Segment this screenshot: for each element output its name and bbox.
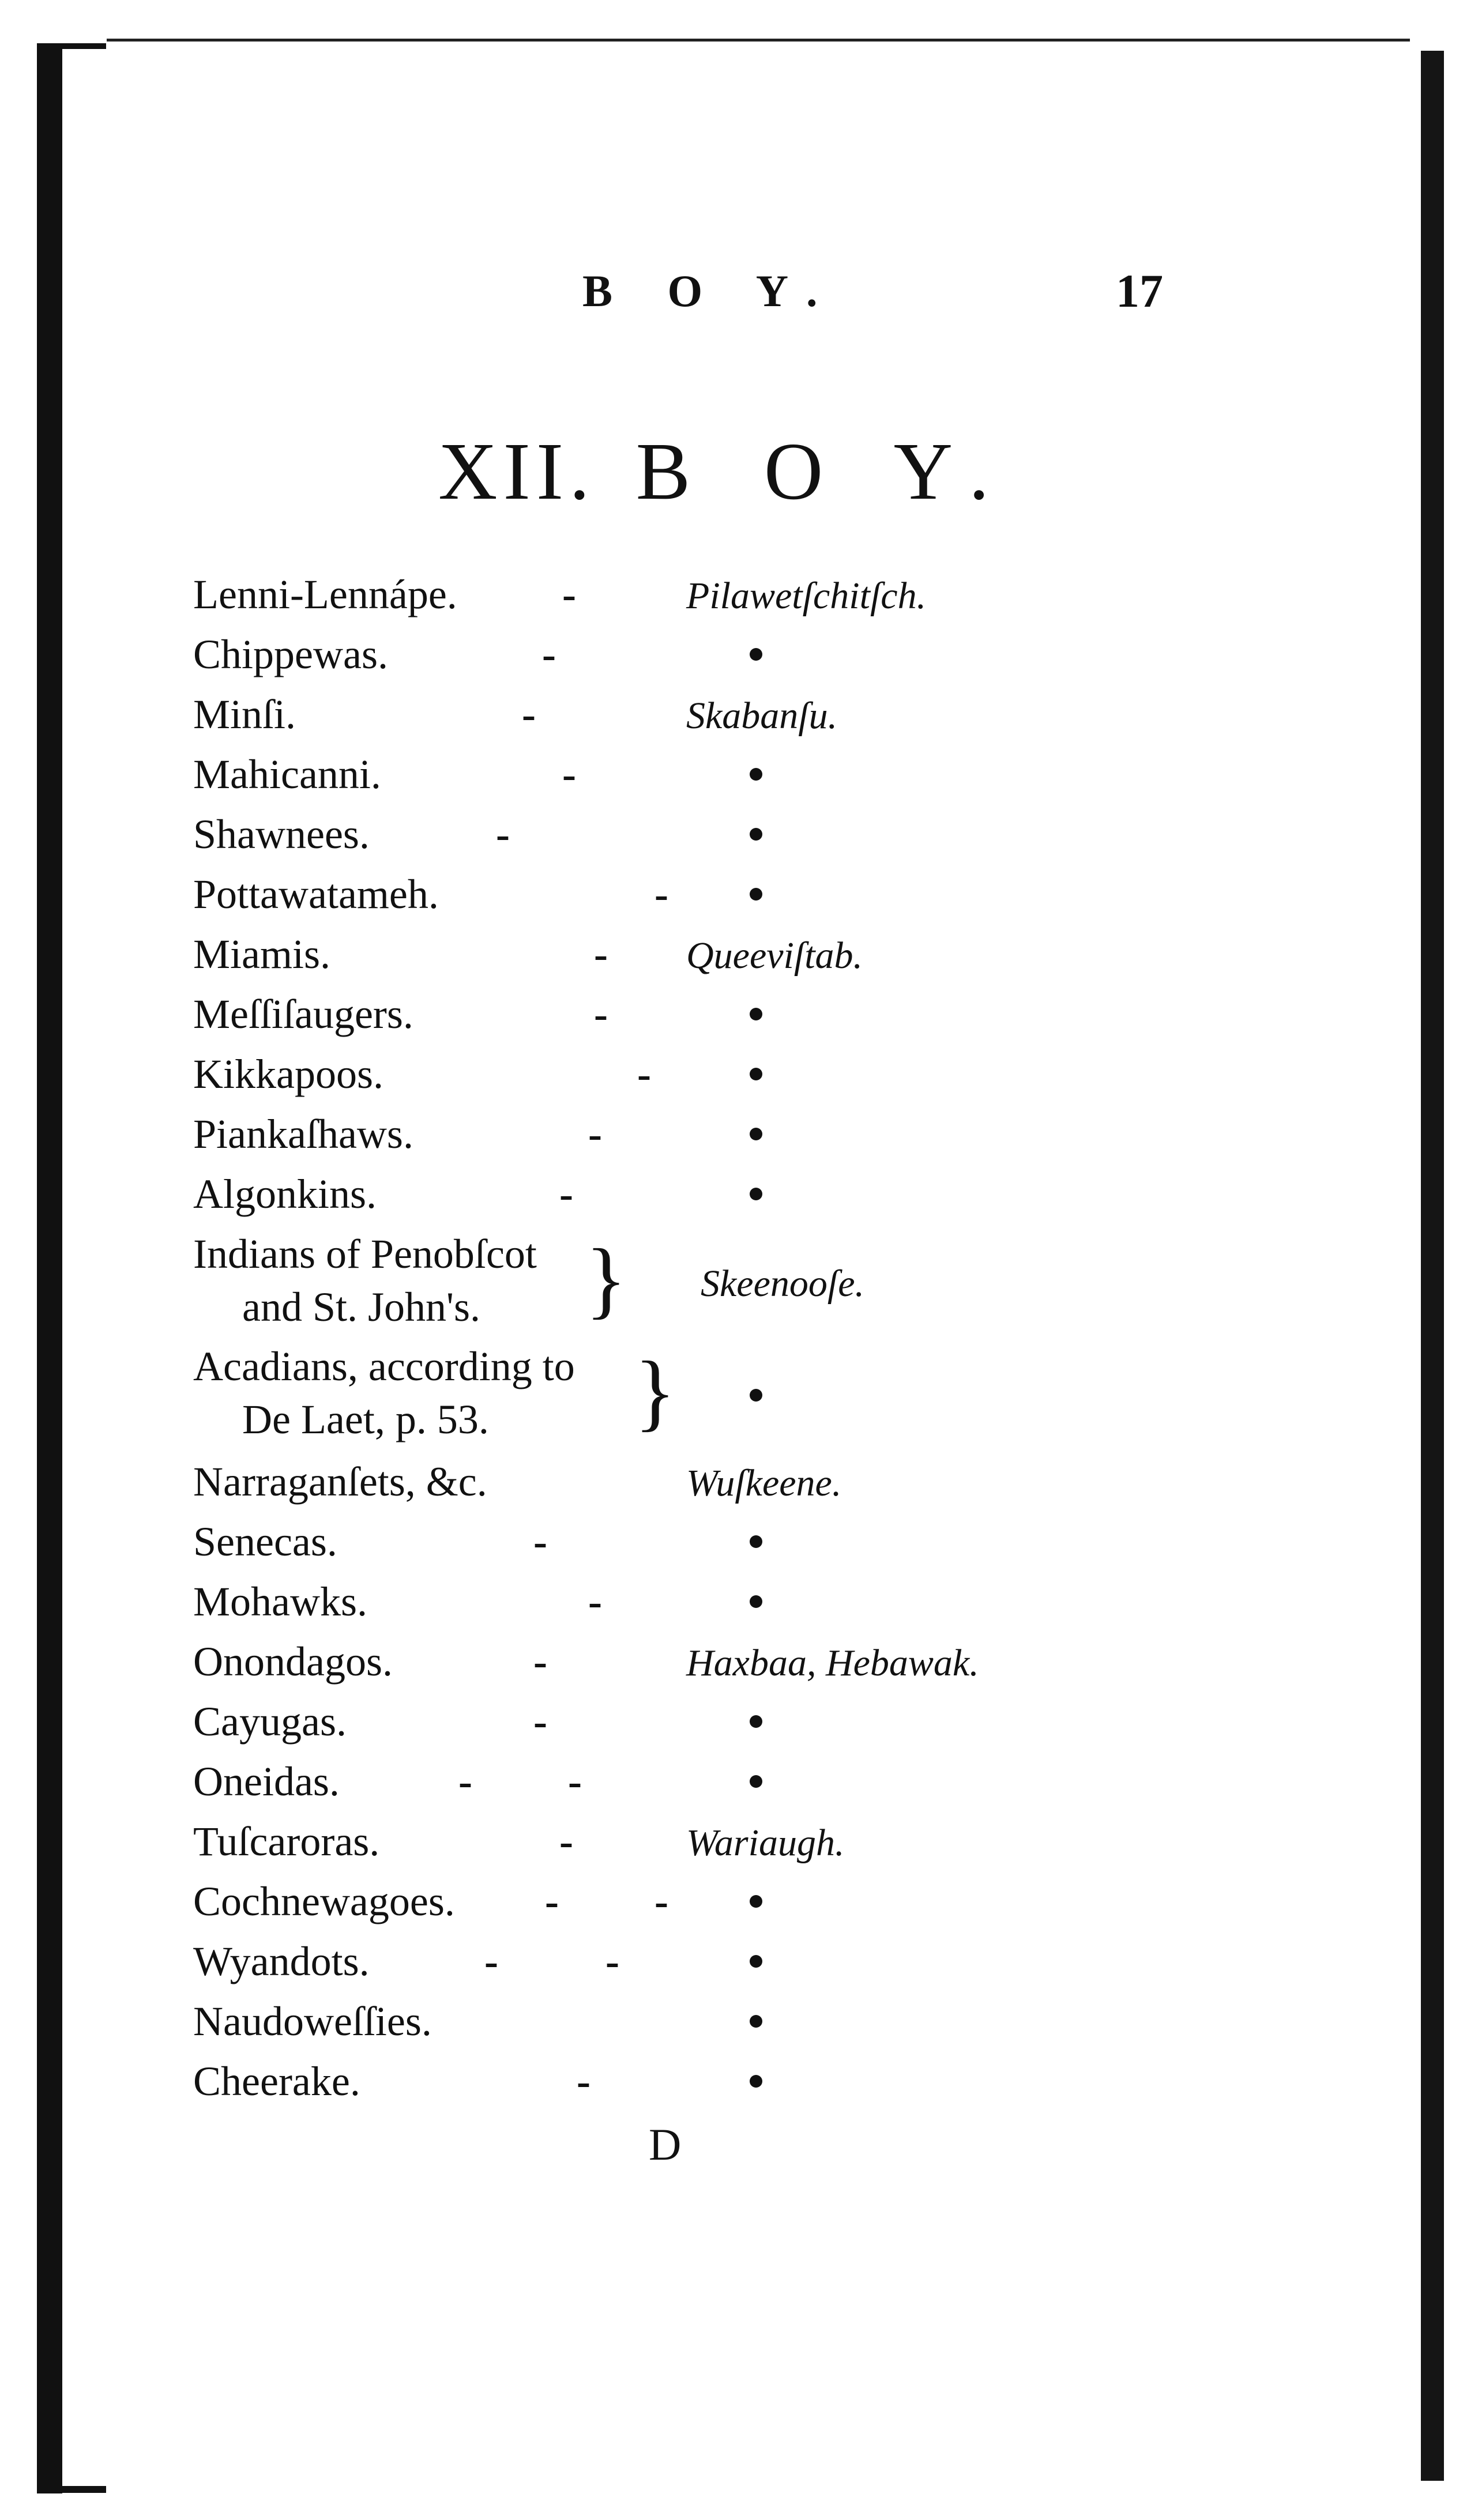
leader-dash: - <box>542 631 556 677</box>
native-word: Wariaugh. <box>686 1822 845 1864</box>
section-word: B O Y. <box>635 425 1016 517</box>
leader-dash: - <box>533 1698 547 1745</box>
leader-dash: - <box>594 931 608 977</box>
signature-mark: D <box>649 2119 682 2169</box>
vocabulary-entry <box>0 1938 1482 1995</box>
running-title: B O Y. <box>582 266 840 316</box>
tribe-name: Naudoweſſies. <box>193 1998 432 2044</box>
vocabulary-entry <box>0 1110 1482 1168</box>
tribe-name: Lenni-Lennápe. <box>193 571 457 617</box>
asterisk-marker <box>750 1188 762 1200</box>
vocabulary-entry <box>0 691 1482 748</box>
asterisk-marker <box>750 1775 762 1788</box>
vocabulary-entry <box>0 931 1482 988</box>
leader-dash: - <box>588 1111 602 1157</box>
native-word: Skabanſu. <box>686 695 838 737</box>
page-number: 17 <box>1116 265 1163 317</box>
grouped-entry <box>0 1230 1482 1346</box>
tribe-name-line2: and St. John's. <box>242 1284 481 1330</box>
tribe-name: Tuſcaroras. <box>193 1818 380 1864</box>
vocabulary-entry <box>0 1698 1482 1756</box>
tribe-name: Chippewas. <box>193 631 388 677</box>
tribe-name: Algonkins. <box>193 1171 377 1217</box>
brace-icon: } <box>585 1231 627 1327</box>
leader-dash: - <box>533 1638 547 1685</box>
tribe-name: Pottawatameh. <box>193 871 439 917</box>
native-word: Haxbaa, Hebawak. <box>686 1642 979 1684</box>
tribe-name: Piankaſhaws. <box>193 1111 413 1157</box>
tribe-name-line1: Acadians, according to <box>193 1343 575 1389</box>
vocabulary-entry <box>0 1050 1482 1108</box>
native-word: Pilawetſchitſch. <box>686 575 927 617</box>
vocabulary-entry <box>0 2058 1482 2115</box>
tribe-name: Wyandots. <box>193 1938 370 1984</box>
leader-dash: - <box>637 1051 651 1097</box>
asterisk-marker <box>750 2015 762 2028</box>
tribe-name: Mahicanni. <box>193 751 381 797</box>
left-edge-cap-bottom <box>37 2486 106 2493</box>
native-word: Queeviſtab. <box>686 935 863 977</box>
asterisk-marker <box>750 2075 762 2088</box>
asterisk-marker <box>750 1389 762 1402</box>
asterisk-marker <box>750 1895 762 1908</box>
tribe-name: Mohawks. <box>193 1579 367 1625</box>
asterisk-marker <box>750 1008 762 1020</box>
vocabulary-entry <box>0 1458 1482 1516</box>
vocabulary-entry <box>0 1818 1482 1875</box>
leader-dash: - <box>496 811 510 857</box>
vocabulary-entry <box>0 631 1482 688</box>
top-rule <box>107 39 1410 42</box>
tribe-name: Meſſiſaugers. <box>193 991 413 1037</box>
leader-dash: - <box>522 691 536 737</box>
leader-dash: - <box>594 991 608 1037</box>
tribe-name-line1: Indians of Penobſcot <box>193 1231 537 1277</box>
tribe-name: Oneidas. <box>193 1758 340 1805</box>
left-edge-cap-top <box>37 43 106 49</box>
asterisk-marker <box>750 648 762 661</box>
asterisk-marker <box>750 1955 762 1968</box>
grouped-entry <box>0 1343 1482 1458</box>
vocabulary-entry <box>0 811 1482 868</box>
leader-dash: - <box>568 1758 582 1805</box>
asterisk-marker <box>750 768 762 781</box>
leader-dash: - <box>559 1171 573 1217</box>
leader-dash: - <box>533 1519 547 1565</box>
vocabulary-entry <box>0 1578 1482 1636</box>
vocabulary-entry <box>0 1518 1482 1576</box>
vocabulary-entry <box>0 990 1482 1048</box>
leader-dash: - <box>577 2058 590 2104</box>
tribe-name: Shawnees. <box>193 811 370 857</box>
vocabulary-entry <box>0 1638 1482 1696</box>
tribe-name: Senecas. <box>193 1519 337 1565</box>
brace-icon: } <box>634 1344 676 1440</box>
vocabulary-entry <box>0 1998 1482 2055</box>
leader-dash: - <box>655 1878 668 1924</box>
native-word: Wuſkeene. <box>686 1462 842 1504</box>
tribe-name: Cochnewagoes. <box>193 1878 455 1924</box>
tribe-name: Cheerake. <box>193 2058 360 2104</box>
asterisk-marker <box>750 888 762 901</box>
section-heading <box>438 424 1015 518</box>
vocabulary-entry <box>0 1758 1482 1815</box>
vocabulary-entry <box>0 1878 1482 1935</box>
leader-dash: - <box>655 871 668 917</box>
leader-dash: - <box>559 1818 573 1864</box>
native-word: Skeenooſe. <box>701 1263 865 1305</box>
asterisk-marker <box>750 1535 762 1548</box>
leader-dash: - <box>458 1758 472 1805</box>
tribe-name: Minſi. <box>193 691 296 737</box>
tribe-name: Kikkapoos. <box>193 1051 383 1097</box>
tribe-name: Onondagos. <box>193 1638 393 1685</box>
vocabulary-entry <box>0 1170 1482 1228</box>
section-numeral: XII. <box>438 425 596 517</box>
tribe-name: Cayugas. <box>193 1698 347 1745</box>
vocabulary-entry <box>0 751 1482 808</box>
leader-dash: - <box>484 1938 498 1984</box>
asterisk-marker <box>750 1595 762 1608</box>
leader-dash: - <box>605 1938 619 1984</box>
asterisk-marker <box>750 1068 762 1080</box>
tribe-name-line2: De Laet, p. 53. <box>242 1396 489 1442</box>
tribe-name: Miamis. <box>193 931 331 977</box>
asterisk-marker <box>750 1715 762 1728</box>
leader-dash: - <box>545 1878 559 1924</box>
asterisk-marker <box>750 1128 762 1140</box>
leader-dash: - <box>562 571 576 617</box>
vocabulary-entry <box>0 571 1482 628</box>
leader-dash: - <box>588 1579 602 1625</box>
leader-dash: - <box>562 751 576 797</box>
asterisk-marker <box>750 828 762 841</box>
vocabulary-entry <box>0 871 1482 928</box>
tribe-name: Narraganſets, &c. <box>193 1459 487 1505</box>
